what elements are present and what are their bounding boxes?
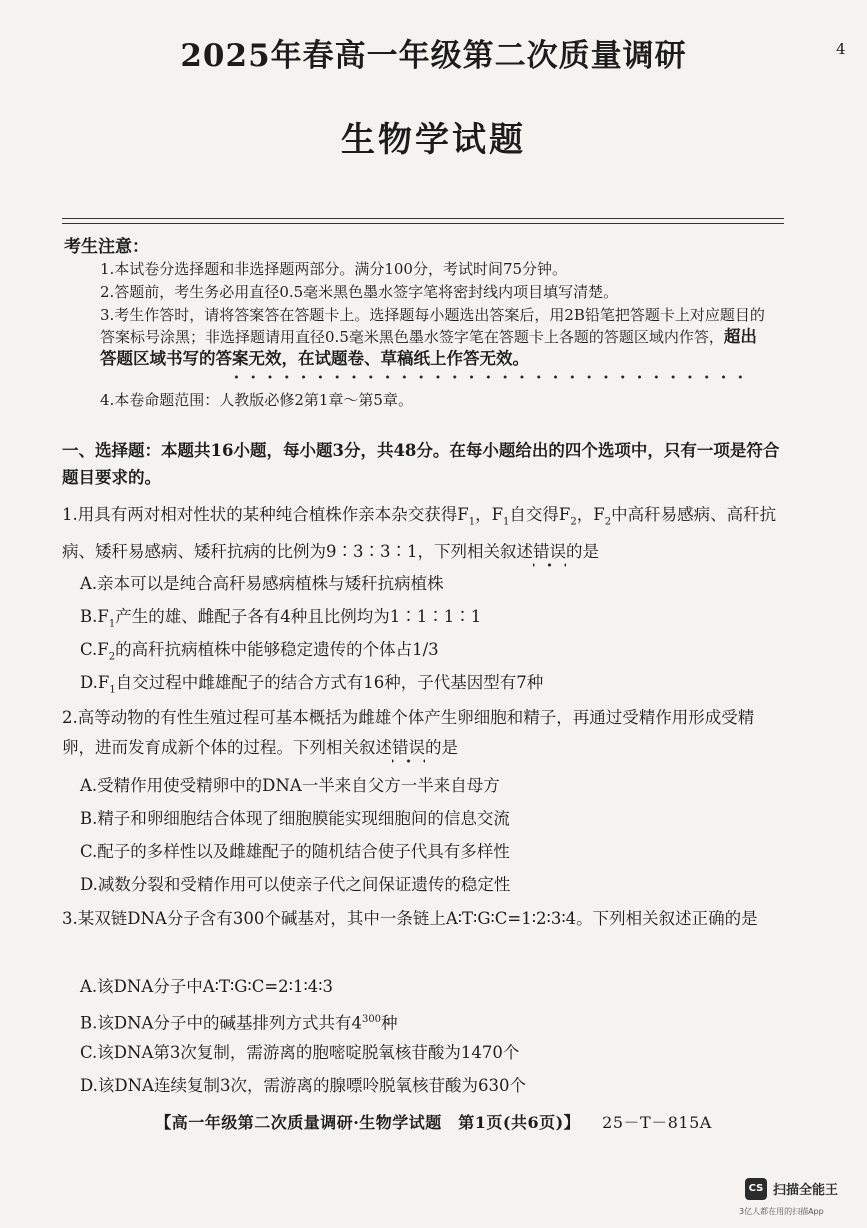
notice-item-4: 4.本卷命题范围：人教版必修2第1章～第5章。	[100, 391, 413, 409]
q1-text-c: 自交得F	[509, 505, 571, 524]
notice-item-2: 2.答题前，考生务必用直径0.5毫米黑色墨水签字笔将密封线内项目填写清楚。	[100, 283, 619, 301]
notice-title: 考生注意：	[64, 237, 149, 257]
scanner-logo-icon: CS	[745, 1178, 767, 1200]
q3-b-rest: 种	[381, 1013, 398, 1033]
header-rule-bottom	[62, 223, 784, 224]
notice-item-3-text: 3.考生作答时，请将答案答在答题卡上。选择题每小题选出答案后，用2B铅笔把答题卡上对应题目的答案标号涂黑；非选择题请用直径0.5毫米黑色墨水签字笔在答题卡上各题的答题区域内作答，	[100, 306, 765, 346]
header-rule-top	[62, 218, 784, 219]
q3-b-text: B.该DNA分子中的碱基排列方式共有4	[80, 1013, 362, 1033]
q1-option-d	[80, 671, 780, 702]
q2-text-end: 的是	[425, 738, 458, 757]
footer-code: 25－T－815A	[602, 1113, 712, 1132]
notice-item-3	[100, 304, 772, 370]
scanner-watermark	[739, 1178, 853, 1220]
q3-b-sup: 300	[361, 1014, 382, 1025]
q2-option-a: A.受精作用使受精卵中的DNA一半来自父方一半来自母方	[80, 776, 500, 795]
q1-c-lead: C.F	[80, 640, 109, 659]
page-footer	[0, 1110, 867, 1133]
q1-sub-1: 1	[468, 516, 476, 528]
q1-c-rest: 的高秆抗病植株中能够稳定遗传的个体占1/3	[115, 640, 439, 659]
q1-option-a: A.亲本可以是纯合高秆易感病植株与矮秆抗病植株	[80, 574, 444, 593]
q1-b-rest: 产生的雄、雌配子各有4种且比例均为1∶1∶1∶1	[115, 607, 482, 626]
q3-option-d: D.该DNA连续复制3次，需游离的腺嘌呤脱氧核苷酸为630个	[80, 1076, 526, 1095]
q1-keyword: 错误	[533, 542, 566, 562]
q1-d-rest: 自交过程中雌雄配子的结合方式有16种，子代基因型有7种	[115, 673, 544, 692]
q1-b-lead: B.F	[80, 607, 109, 626]
q2-option-b: B.精子和卵细胞结合体现了细胞膜能实现细胞间的信息交流	[80, 809, 510, 828]
question-1-stem	[62, 500, 784, 567]
emphasis-dots	[228, 375, 748, 379]
question-2-stem	[62, 703, 784, 763]
q1-d-lead: D.F	[80, 673, 110, 692]
q2-option-d: D.减数分裂和受精作用可以使亲子代之间保证遗传的稳定性	[80, 875, 511, 894]
exam-title: 2025年春高一年级第二次质量调研	[180, 38, 687, 74]
scanner-tagline: 3亿人都在用的扫描App	[739, 1207, 824, 1216]
q1-text-d: ，F	[576, 505, 605, 524]
q1-d-sub: 1	[109, 684, 116, 696]
notice-item-3-emphasis: 超出答题区域书写的答案无效，在试题卷、草稿纸上作答无效。	[100, 327, 757, 368]
question-3-stem: 3.某双链DNA分子含有300个碱基对，其中一条链上A∶T∶G∶C=1∶2∶3∶4。下列相关叙述正确的是	[62, 909, 758, 928]
page-number: 4	[836, 40, 846, 58]
q3-option-c: C.该DNA第3次复制，需游离的胞嘧啶脱氧核苷酸为1470个	[80, 1043, 520, 1062]
q2-text: 2.高等动物的有性生殖过程可基本概括为雌雄个体产生卵细胞和精子，再通过受精作用形成受精卵，进而发育成新个体的过程。下列相关叙述	[62, 708, 755, 757]
q1-sub-3: 2	[570, 516, 577, 528]
q1-text-a: 1.用具有两对相对性状的某种纯合植株作亲本杂交获得F	[62, 505, 469, 524]
section-heading: 一、选择题：本题共16小题，每小题3分，共48分。在每小题给出的四个选项中，只有一项是符合题目要求的。	[62, 441, 780, 487]
q3-option-a: A.该DNA分子中A∶T∶G∶C=2∶1∶4∶3	[80, 977, 334, 996]
q2-option-c: C.配子的多样性以及雌雄配子的随机结合使子代具有多样性	[80, 842, 510, 861]
q1-b-sub: 1	[108, 618, 116, 630]
q1-option-b	[80, 605, 780, 636]
q2-keyword: 错误	[392, 738, 425, 757]
footer-text: 【高一年级第二次质量调研·生物学试题 第1页(共6页)】	[155, 1113, 581, 1132]
exam-subject: 生物学试题	[341, 120, 526, 160]
scanner-name: 扫描全能王	[773, 1183, 839, 1198]
q1-text-b: ，F	[475, 505, 504, 524]
q1-c-sub: 2	[108, 651, 116, 663]
notice-item-1: 1.本试卷分选择题和非选择题两部分。满分100分，考试时间75分钟。	[100, 260, 568, 278]
q1-sub-2: 1	[503, 516, 510, 528]
q1-text-e: 中高秆易感病、高秆抗病、矮秆易感病、矮秆抗病的比例为9∶3∶3∶1，下列相关叙述	[62, 505, 777, 562]
q1-option-c	[80, 638, 780, 669]
q3-option-b	[80, 1008, 780, 1036]
q1-sub-4: 2	[604, 516, 612, 528]
q1-text-end: 的是	[566, 542, 599, 562]
